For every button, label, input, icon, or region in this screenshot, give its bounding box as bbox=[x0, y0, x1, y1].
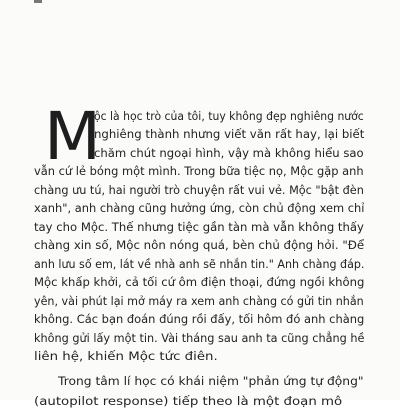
paragraph-line-13: không gửi lấy một tin. Vài tháng sau anh ta cũng chẳng hề bbox=[34, 331, 365, 345]
page-corner-mark bbox=[34, 0, 42, 3]
paragraph-line-9: anh lưu số em, lát về nhà anh sẽ nhắn tin." Anh chàng đáp. bbox=[34, 257, 365, 271]
paragraph-line-7: tay cho Mộc. Thế nhưng tiệc gần tàn mà vẫn không thấy bbox=[34, 220, 364, 234]
paragraph-line-1: ộc là học trò của tôi, tuy không đẹp nghiêng nước bbox=[94, 109, 364, 123]
paragraph-line-11: yên, vài phút lại mở máy ra xem anh chàng có gửi tin nhắn bbox=[34, 294, 364, 308]
paragraph-line-10: Mộc khấp khởi, cả tối cứ ôm điện thoại, đứng ngồi không bbox=[34, 275, 365, 289]
paragraph-line-8: chàng xin số, Mộc nôn nóng quá, bèn chủ động hỏi. "Để bbox=[34, 238, 365, 252]
paragraph-line-12: không. Các bạn đoán đúng rồi đấy, tối hôm đó anh chàng bbox=[34, 312, 365, 326]
paragraph-line-6: xanh", anh chàng cũng hưởng ứng, còn chủ động xem chỉ bbox=[34, 201, 365, 215]
paragraph-line-2: nghiêng thành nhưng viết văn rất hay, lại biết bbox=[94, 127, 365, 141]
paragraph-line-3: chăm chút ngoại hình, vậy mà không hiểu sao bbox=[94, 146, 364, 160]
paragraph-line-14: liên hệ, khiến Mộc tức điên. bbox=[34, 349, 218, 363]
paragraph-line-5: chàng ưu tú, hai người trò chuyện rất vui vẻ. Mộc "bật đèn bbox=[34, 183, 364, 197]
drop-cap: M bbox=[44, 98, 100, 175]
paragraph-line-4: vẫn cứ lẻ bóng một mình. Trong bữa tiệc nọ, Mộc gặp anh bbox=[34, 164, 364, 178]
paragraph-line-15: Trong tâm lí học có khái niệm "phản ứng tự động" bbox=[58, 374, 364, 388]
paragraph-line-16: (autopilot response) tiếp theo là một đoạn mô bbox=[34, 394, 343, 408]
